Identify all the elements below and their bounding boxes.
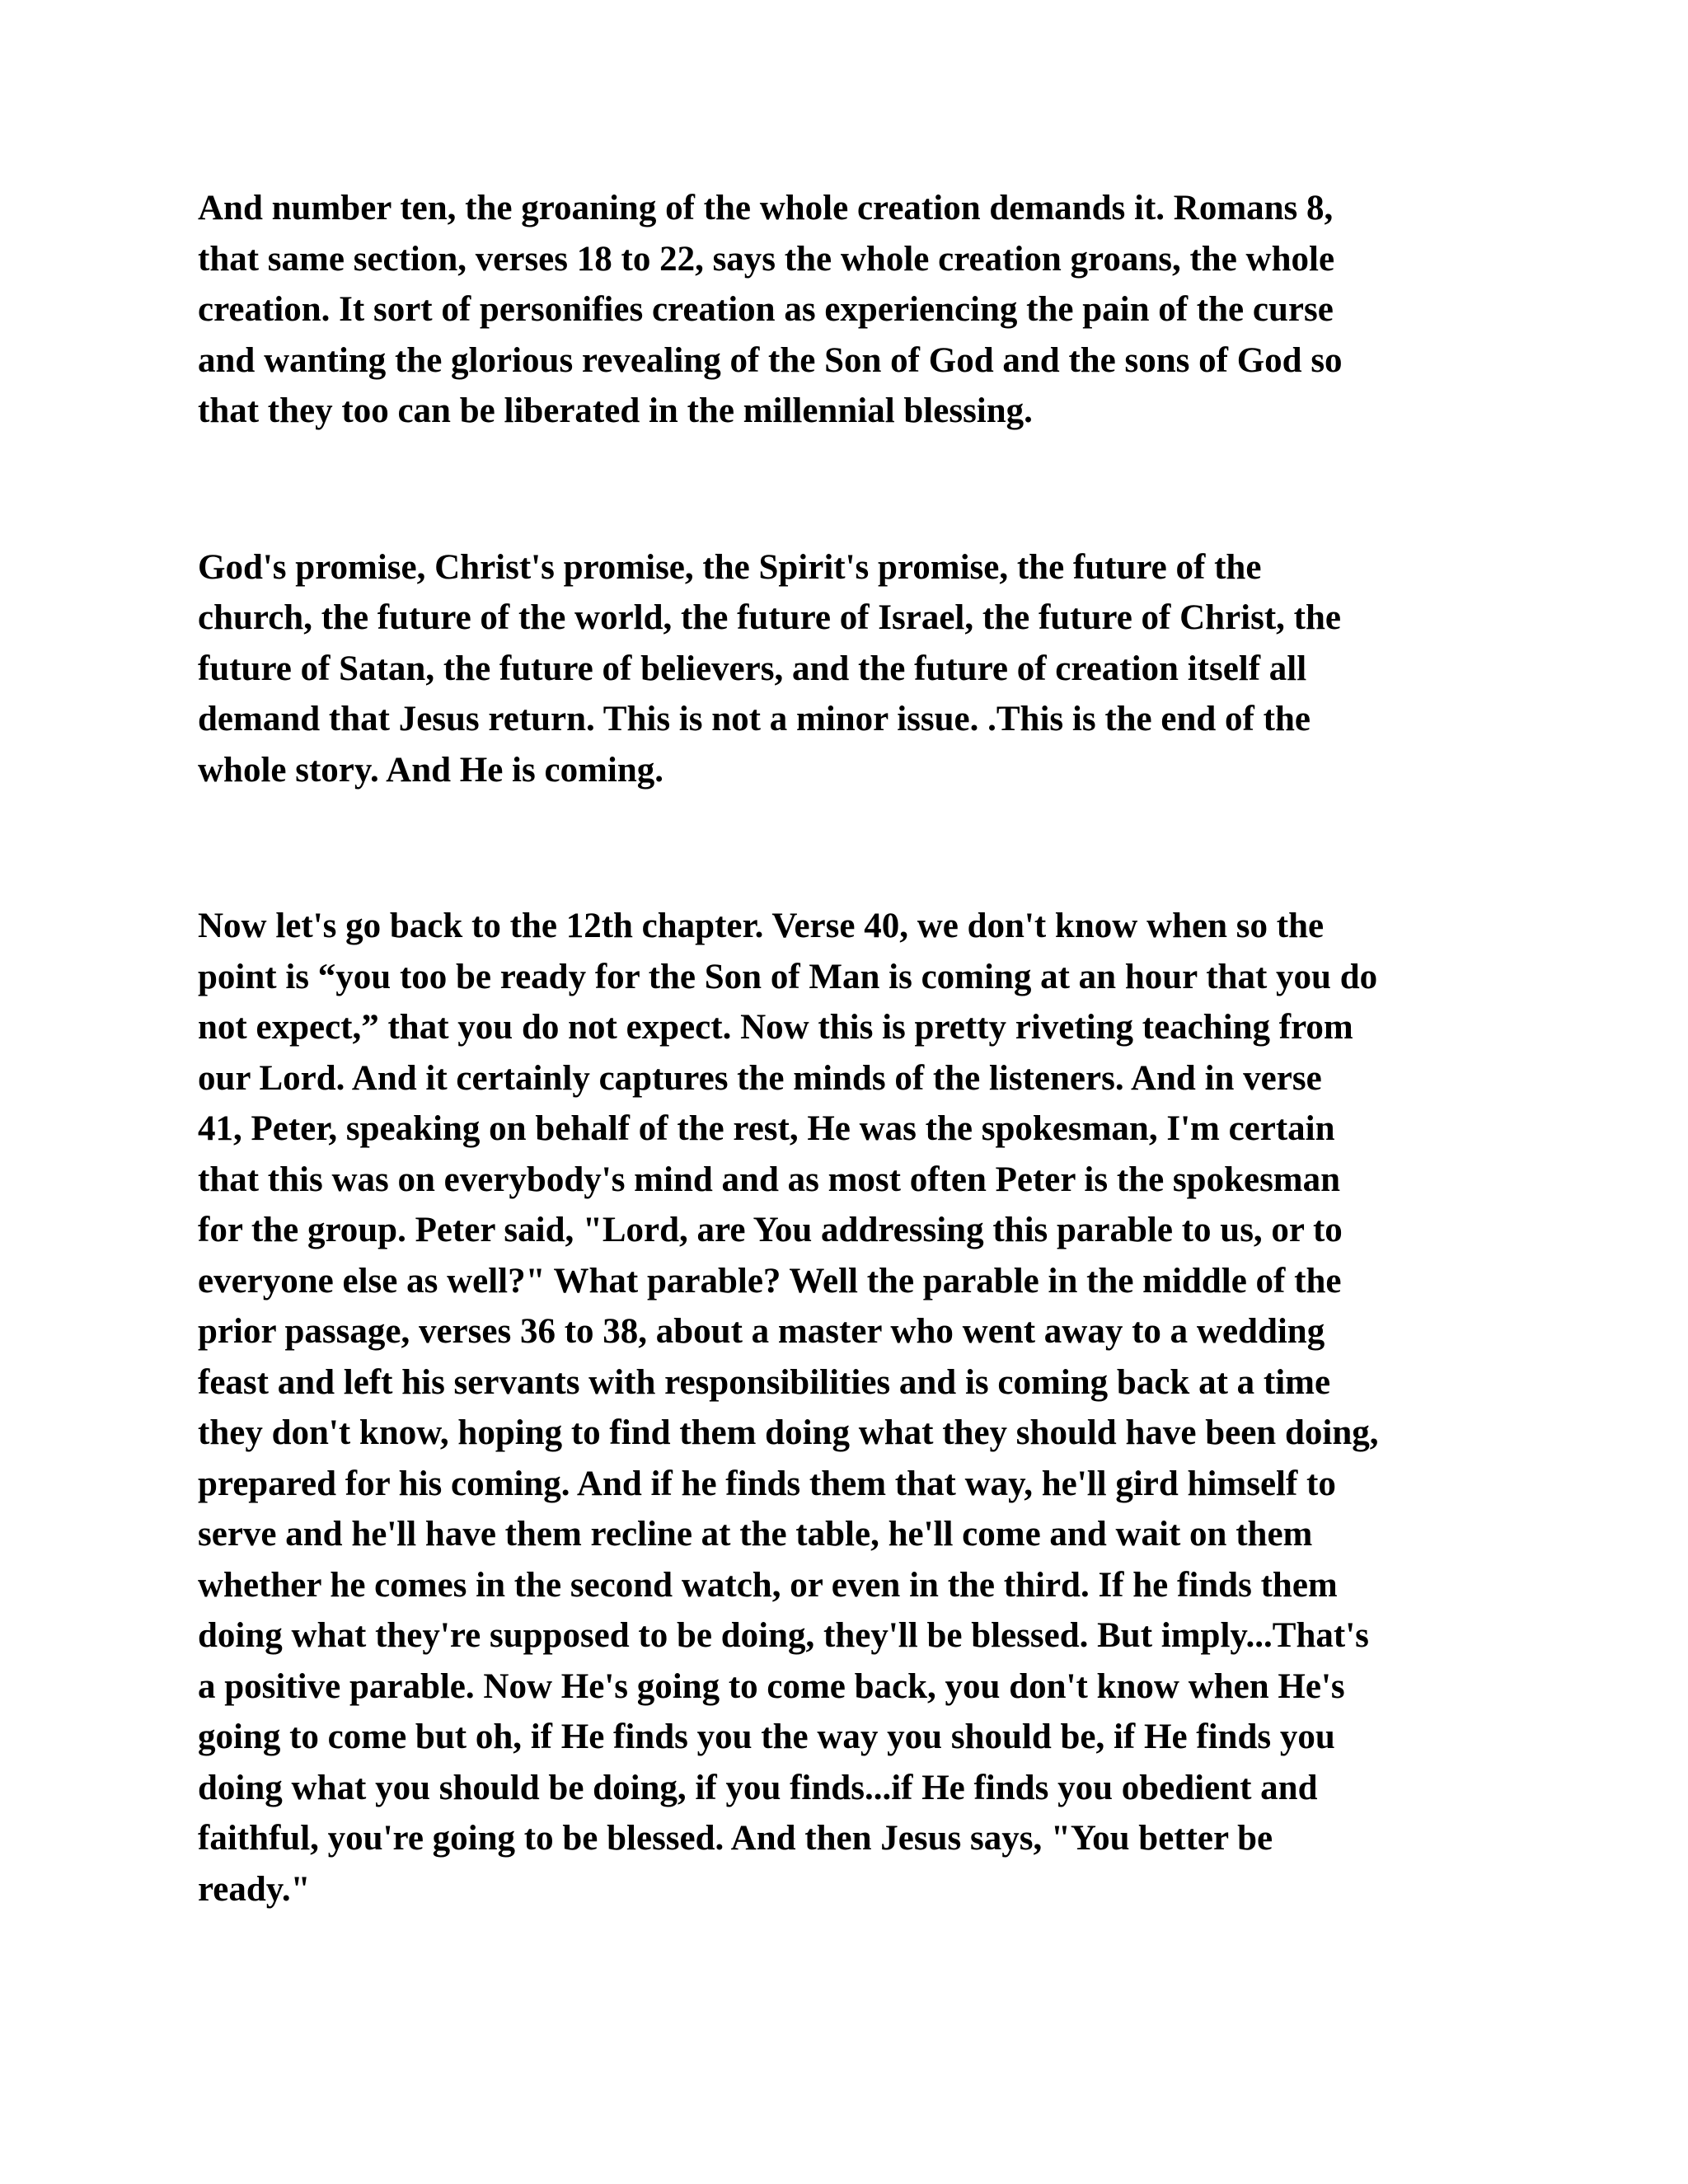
text-line: ready." (198, 1869, 311, 1909)
document-page (198, 183, 1500, 1915)
text-line: feast and left his servants with responsibilities and is coming back at a time (198, 1362, 1331, 1402)
text-line: doing what you should be doing, if you finds...if He finds you obedient and (198, 1768, 1318, 1807)
text-line: for the group. Peter said, "Lord, are You addressing this parable to us, or to (198, 1211, 1343, 1249)
text-line: serve and he'll have them recline at the table, he'll come and wait on them (198, 1515, 1313, 1554)
text-line: 41, Peter, speaking on behalf of the rest, He was the spokesman, I'm certain (198, 1109, 1335, 1148)
text-line: a positive parable. Now He's going to come back, you don't know when He's (198, 1666, 1345, 1706)
text-line: not expect,” that you do not expect. Now this is pretty riveting teaching from (198, 1008, 1353, 1047)
text-line: demand that Jesus return. This is not a minor issue. .This is the end of the (198, 700, 1311, 738)
text-line: Now let's go back to the 12th chapter. Verse 40, we don't know when so the (198, 907, 1325, 945)
text-line: that they too can be liberated in the millennial blessing. (198, 391, 1033, 430)
text-line: faithful, you're going to be blessed. And then Jesus says, "You better be (198, 1819, 1273, 1858)
text-line: that same section, verses 18 to 22, says the whole creation groans, the whole (198, 239, 1335, 279)
text-line: that this was on everybody's mind and as most often Peter is the spokesman (198, 1160, 1341, 1199)
text-line: point is “you too be ready for the Son of Man is coming at an hour that you do (198, 957, 1378, 996)
text-line: whether he comes in the second watch, or even in the third. If he finds them (198, 1565, 1338, 1605)
paragraph-twelfth-chapter (198, 901, 1500, 1915)
text-line: and wanting the glorious revealing of the Son of God and the sons of God so (198, 340, 1343, 380)
text-line: church, the future of the world, the future of Israel, the future of Christ, the (198, 598, 1342, 637)
text-line: prior passage, verses 36 to 38, about a master who went away to a wedding (198, 1312, 1325, 1351)
paragraph-promises-summary (198, 542, 1500, 796)
text-line: God's promise, Christ's promise, the Spirit's promise, the future of the (198, 547, 1262, 587)
text-line: prepared for his coming. And if he finds them that way, he'll gird himself to (198, 1464, 1336, 1503)
text-line: our Lord. And it certainly captures the minds of the listeners. And in verse (198, 1058, 1322, 1098)
text-line: everyone else as well?" What parable? Well the parable in the middle of the (198, 1261, 1342, 1301)
text-line: going to come but oh, if He finds you the way you should be, if He finds you (198, 1718, 1335, 1756)
text-line: doing what they're supposed to be doing, they'll be blessed. But imply...That's (198, 1616, 1369, 1655)
text-line: whole story. And He is coming. (198, 750, 664, 790)
paragraph-creation-groans (198, 183, 1500, 437)
text-line: future of Satan, the future of believers, and the future of creation itself all (198, 649, 1307, 688)
text-line: And number ten, the groaning of the whole creation demands it. Romans 8, (198, 189, 1334, 227)
text-line: creation. It sort of personifies creation as experiencing the pain of the curse (198, 290, 1334, 329)
text-line: they don't know, hoping to find them doing what they should have been doing, (198, 1413, 1379, 1452)
